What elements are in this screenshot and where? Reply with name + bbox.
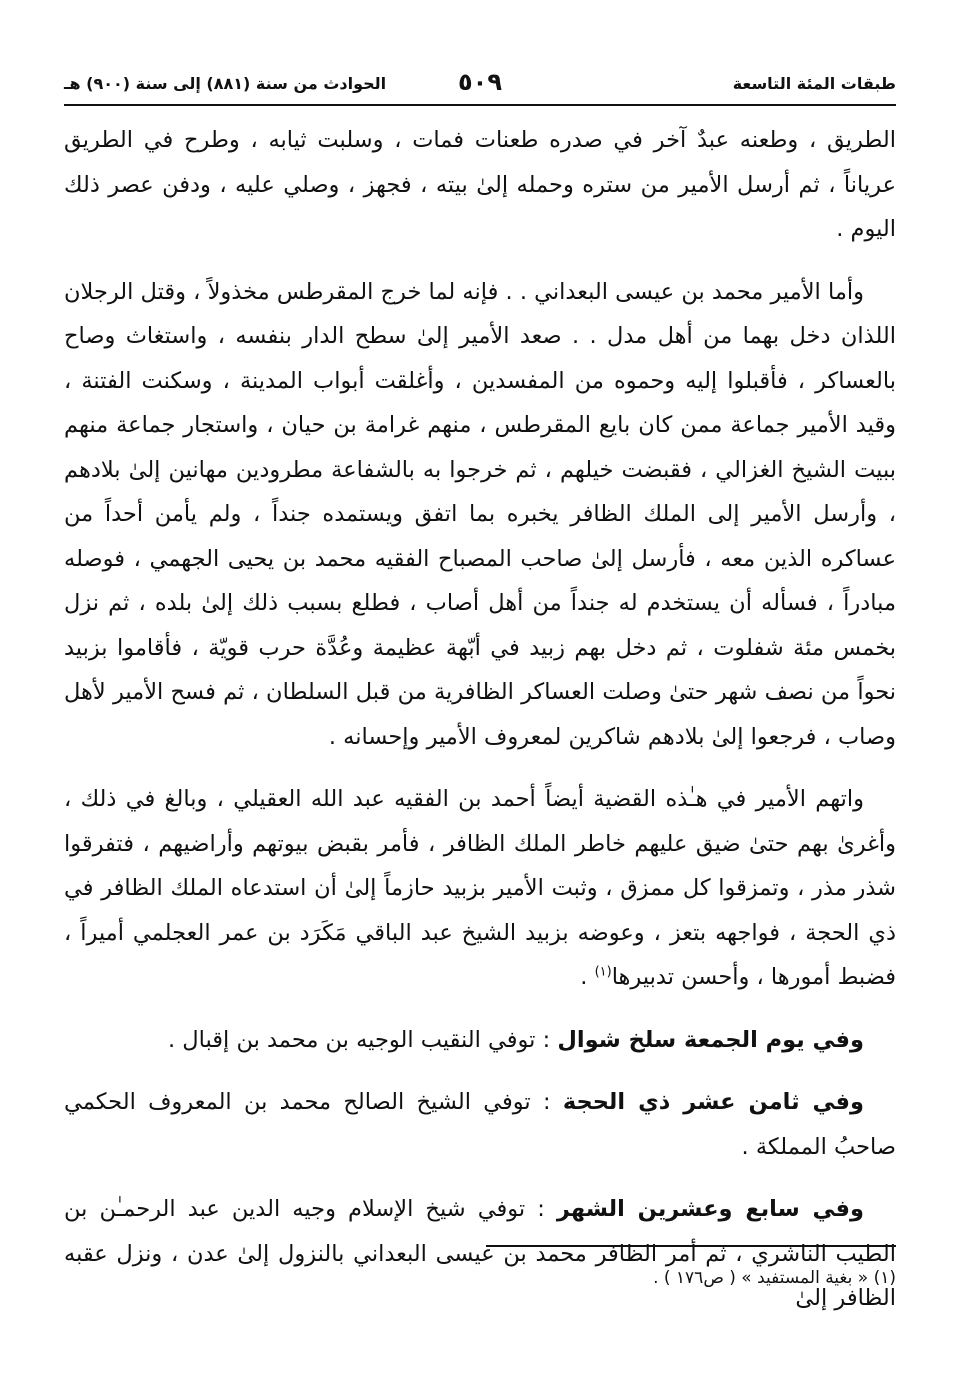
date-heading-5: وفي ثامن عشر ذي الحجة [562, 1089, 864, 1115]
paragraph-2: وأما الأمير محمد بن عيسى البعداني . . فإنه لما خرج المقرطس مخذولاً ، وقتل الرجلان اللذان دخل بهما من أهل مدل . . صعد الأمير إلىٰ سطح الدار بنفسه ، واستغاث وصاح بالعساكر ، فأقبلوا إليه وحموه من المفسدين ، وأغلقت أبواب المدينة ، وسكنت الفتنة ، وقيد الأمير جماعة ممن كان بايع المقرطس ، منهم غرامة بن حيان ، واستجار جماعة منهم ببيت الشيخ الغزالي ، فقبضت خيلهم ، ثم خرجوا به بالشفاعة مطرودين مهانين إلىٰ بلادهم ، وأرسل الأمير إلى الملك الظافر يخبره بما اتفق ويستمده جنداً ، ولم يأمن أحداً من عساكره الذين معه ، فأرسل إلىٰ صاحب المصباح الفقيه محمد بن يحيى الجهمي ، فوصله مبادراً ، فسأله أن يستخدم له جنداً من أهل أصاب ، فطلع بسبب ذلك إلىٰ بلده ، ثم نزل بخمس مئة شفلوت ، ثم دخل بهم زبيد في أبّهة عظيمة وعُدَّة حرب قويّة ، فأقاموا بزبيد نحواً من نصف شهر حتىٰ وصلت العساكر الظافرية من قبل السلطان ، ثم فسح الأمير لأهل وصاب ، فرجعوا إلىٰ بلادهم شاكرين لمعروف الأمير وإحسانه . [64, 278, 896, 750]
page-number: ٥٠٩ [458, 68, 502, 96]
footnote: (١) « بغية المستفيد » ( ص١٧٦ ) . [653, 1268, 896, 1288]
paragraph-3-text: واتهم الأمير في هـٰذه القضية أيضاً أحمد بن الفقيه عبد الله العقيلي ، وبالغ في ذلك ، وأغرىٰ بهم حتىٰ ضيق عليهم خاطر الملك الظافر ، فأمر بقبض بيوتهم وأراضيهم ، فتفرقوا شذر مذر ، وتمزقوا كل ممزق ، وثبت الأمير بزبيد حازماً إلىٰ أن استدعاه الملك الظافر في ذي الحجة ، فواجهه بتعز ، وعوضه بزبيد الشيخ عبد الباقي مَكَرَد بن عمر العجلمي أميراً ، فضبط أمورها ، وأحسن تدبيرها [64, 786, 896, 990]
main-text [64, 118, 896, 1321]
paragraph-4-text: : توفي النقيب الوجيه بن محمد بن إقبال . [168, 1026, 558, 1053]
header-rule [64, 104, 896, 106]
paragraph-3 [64, 777, 896, 1000]
paragraph-1: الطريق ، وطعنه عبدٌ آخر في صدره طعنات فمات ، وسلبت ثيابه ، وطرح في الطريق عرياناً ، ثم أرسل الأمير من ستره وحمله إلىٰ بيته ، فجهز ، وصلي عليه ، ودفن عصر ذلك اليوم . [64, 127, 896, 242]
paragraph-3-end: . [580, 964, 595, 990]
paragraph-5-text: : توفي الشيخ الصالح محمد بن المعروف الحكمي صاحبُ المملكة . [64, 1089, 896, 1160]
running-subtitle: الحوادث من سنة (٨٨١) إلى سنة (٩٠٠) هـ [64, 74, 387, 93]
paragraph-6-text: : توفي شيخ الإسلام وجيه الدين عبد الرحمـٰن بن الطيب الناشري ، ثم أمر الظافر محمد بن عيسى البعداني بالنزول إلىٰ عدن ، ونزل عقبه الظافر إلىٰ [64, 1196, 896, 1311]
paragraph-5 [64, 1080, 896, 1169]
date-heading-4: وفي يوم الجمعة سلخ شوال [557, 1026, 864, 1053]
footnote-rule [486, 1245, 896, 1247]
paragraph-4 [64, 1018, 896, 1063]
date-heading-6: وفي سابع وعشرين الشهر [556, 1196, 864, 1222]
page-header [64, 68, 896, 104]
running-title: طبقات المئة التاسعة [732, 74, 896, 93]
footnote-marker: (١) [594, 964, 612, 980]
paragraph-6 [64, 1187, 896, 1321]
